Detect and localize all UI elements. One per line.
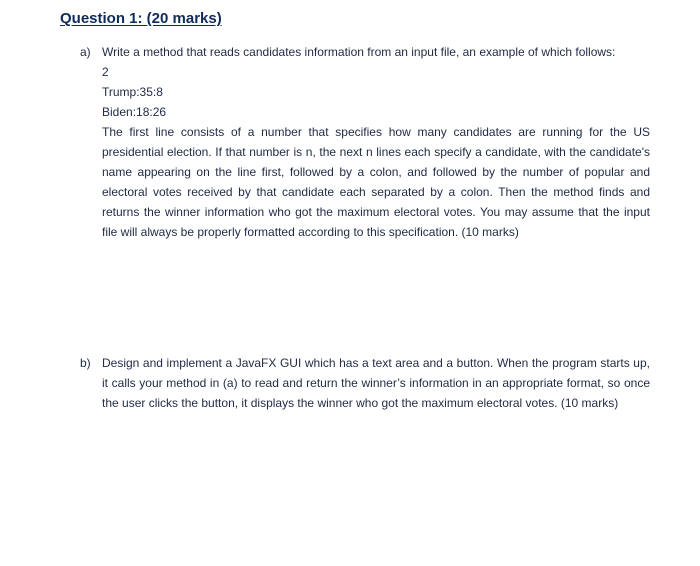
- part-b-description: Design and implement a JavaFX GUI which has a text area and a button. When the program starts up, it calls your method in (a) to read and return the winner’s information in an appropriate format, so once the user clicks the button, it displays the winner who got the maximum electoral votes. (10 marks): [102, 356, 650, 410]
- part-b-content: [102, 353, 650, 413]
- part-b-marker: b): [80, 356, 91, 370]
- question-part-a: [80, 42, 650, 242]
- example-line-2: Trump:35:8: [102, 85, 163, 99]
- example-line-3: Biden:18:26: [102, 105, 167, 119]
- part-a-description: The first line consists of a number that specifies how many candidates are running for the US presidential election. If that number is n, the next n lines each specify a candidate, with the candidate's name appearing on the line first, followed by a colon, and followed by the number of popular and electoral votes received by that candidate each separated by a colon. Then the method finds and returns the winner information who got the maximum electoral votes. You may assume that the input file will always be properly formatted according to this specification. (10 marks): [102, 125, 650, 239]
- example-line-1: 2: [102, 65, 109, 79]
- part-a-content: [102, 42, 650, 242]
- part-a-marker: a): [80, 45, 91, 59]
- question-title: Question 1: (20 marks): [60, 10, 222, 27]
- question-part-b: [80, 353, 650, 413]
- part-a-intro: Write a method that reads candidates information from an input file, an example of which follows:: [102, 45, 616, 59]
